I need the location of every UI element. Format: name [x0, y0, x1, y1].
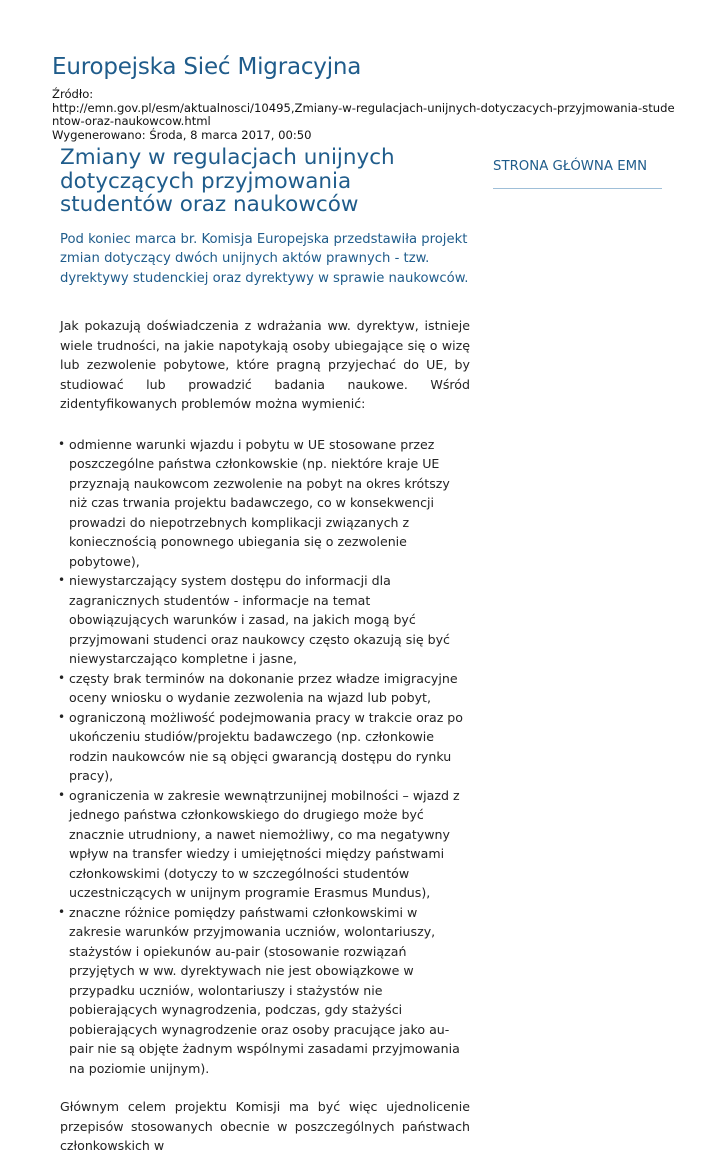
sidebar: [493, 157, 662, 189]
bullet-icon: •: [58, 904, 66, 919]
list-item: [60, 571, 470, 669]
bullet-icon: •: [58, 573, 66, 587]
list-item-text: niewystarczający system dostępu do informacji dla zagranicznych studentów - informacje na temat obowiązujących warunków i zasad, na jakich mogą być przyjmowani studenci oraz naukowcy często okazują się być niewystarczająco kompletne i jasne,: [69, 573, 450, 666]
list-item-text: ograniczenia w zakresie wewnątrzunijnej mobilności – wjazd z jednego państwa członkowskiego do drugiego może być znacznie utrudniony, a nawet niemożliwy, co ma negatywny wpływ na transfer wiedzy i umiejętności między państwami członkowskimi (dotyczy to w szczególności studentów uczestniczących w unijnym programie Erasmus Mundus),: [69, 787, 460, 900]
list-item-text: ograniczoną możliwość podejmowania pracy w trakcie oraz po ukończeniu studiów/projektu badawczego (np. członkowie rodzin naukowców nie są objęci gwarancją dostępu do rynku pracy),: [69, 709, 464, 783]
bullet-icon: •: [58, 670, 66, 685]
article-closing-paragraph: Głównym celem projektu Komisji ma być więc ujednolicenie przepisów stosowanych obecnie w poszczególnych państwach członkowskich w: [60, 1099, 470, 1153]
list-item-text: znaczne różnice pomiędzy państwami członkowskimi w zakresie warunków przyjmowania uczniów, wolontariuszy, stażystów i opiekunów au-pair (stosowanie rozwiązań przyjętych w ww. dyrektywach nie jest obowiązkowe w przypadku uczniów, wolontariuszy i stażystów nie pobierających wynagrodzenia, podczas, gdy stażyści pobierających wynagrodzenie oraz osoby pracujące jako au-pair nie są objęte żadnym wspólnymi zasadami przyjmowania na poziomie unijnym).: [69, 904, 460, 1076]
article-lead: Pod koniec marca br. Komisja Europejska przedstawiła projekt zmian dotyczący dwóch unijnych aktów prawnych - tzw. dyrektywy studenckiej oraz dyrektywy w sprawie naukowców.: [60, 231, 469, 286]
list-item-text: odmienne warunki wjazdu i pobytu w UE stosowane przez poszczególne państwa członkowskie (np. niektóre kraje UE przyznają naukowcom zezwolenie na pobyt na okres krótszy niż czas trwania projektu badawczego, co w konsekwencji prowadzi do niepotrzebnych komplikacji związanych z koniecznością ponownego ubiegania się o zezwolenie pobytowe),: [69, 436, 450, 569]
article: [60, 146, 470, 1156]
bullet-icon: •: [58, 787, 66, 802]
article-title: Zmiany w regulacjach unijnych dotyczących przyjmowania studentów oraz naukowców: [60, 145, 395, 217]
list-item: [60, 903, 470, 1079]
source-label: Źródło:: [52, 87, 94, 101]
list-item: [60, 669, 470, 708]
list-item: [60, 435, 470, 572]
source-url-line-1: http://emn.gov.pl/esm/aktualnosci/10495,Zmiany-w-regulacjach-unijnych-dotyczacych-przyjmowania-stude: [52, 100, 675, 115]
problems-list: [60, 435, 470, 1079]
source-meta: [52, 88, 682, 142]
source-url-line-2: ntow-oraz-naukowcow.html: [52, 114, 211, 128]
article-intro-paragraph: Jak pokazują doświadczenia z wdrażania ww. dyrektyw, istnieje wiele trudności, na jakie napotykają osoby ubiegające się o wizę lub zezwolenie pobytowe, które pragną przyjechać do UE, by studiować lub prowadzić badania naukowe. Wśród zidentyfikowanych problemów można wymienić:: [60, 318, 470, 411]
list-item: [60, 708, 470, 786]
list-item-text: częsty brak terminów na dokonanie przez władze imigracyjne oceny wniosku o wydanie zezwolenia na wjazd lub pobyt,: [69, 670, 458, 705]
home-link[interactable]: STRONA GŁÓWNA EMN: [493, 157, 662, 189]
bullet-icon: •: [58, 436, 66, 451]
generated-timestamp: Wygenerowano: Środa, 8 marca 2017, 00:50: [52, 127, 312, 142]
list-item: [60, 786, 470, 903]
site-title: Europejska Sieć Migracyjna: [52, 54, 362, 80]
bullet-icon: •: [58, 709, 66, 724]
